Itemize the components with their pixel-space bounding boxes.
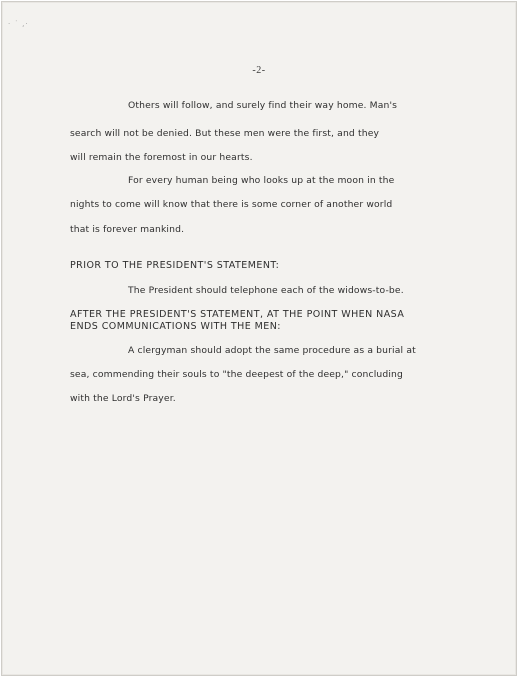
section-2-line-2: sea, commending their souls to "the deepest of the deep," concluding — [70, 369, 404, 380]
section-2-line-3: with the Lord's Prayer. — [70, 393, 176, 404]
paragraph-2-line-3: that is forever mankind. — [70, 224, 185, 235]
section-2-heading-line-2: ENDS COMMUNICATIONS WITH THE MEN: — [70, 321, 281, 332]
section-1-heading: PRIOR TO THE PRESIDENT'S STATEMENT: — [70, 260, 280, 271]
page-number: -2- — [252, 65, 266, 76]
paragraph-1-line-3: will remain the foremost in our hearts. — [70, 152, 253, 163]
paragraph-2-line-2: nights to come will know that there is some corner of another world — [70, 199, 393, 210]
document-page — [1, 1, 517, 676]
paragraph-1-line-2: search will not be denied. But these men were the first, and they — [70, 128, 380, 139]
paragraph-2-line-1: For every human being who looks up at the moon in the — [128, 175, 395, 186]
section-2-heading-line-1: AFTER THE PRESIDENT'S STATEMENT, AT THE POINT WHEN NASA — [70, 309, 405, 320]
section-1-text: The President should telephone each of the widows-to-be. — [128, 285, 404, 296]
paper-specks: · ˙ ,· — [8, 20, 29, 28]
section-2-line-1: A clergyman should adopt the same procedure as a burial at — [128, 345, 416, 356]
paragraph-1-line-1: Others will follow, and surely find their way home. Man's — [128, 100, 398, 111]
